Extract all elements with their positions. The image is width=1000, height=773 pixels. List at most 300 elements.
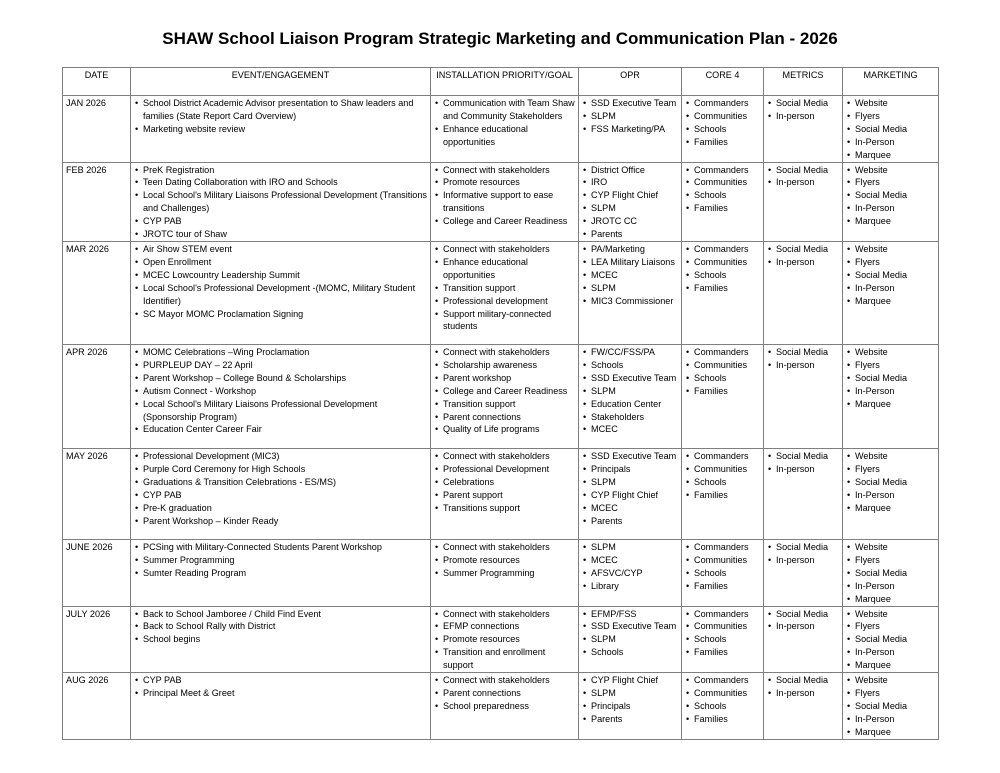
header-installation: INSTALLATION PRIORITY/GOAL bbox=[431, 68, 579, 96]
goals-cell bbox=[431, 162, 579, 241]
core-cell bbox=[682, 539, 764, 606]
marketing-item: • In-Person bbox=[846, 385, 935, 398]
core-item: • Schools bbox=[685, 269, 760, 282]
goal-item: • Communication with Team Shaw and Community Stakeholders bbox=[434, 97, 575, 123]
date-cell: MAR 2026 bbox=[63, 241, 131, 344]
opr-item: • FW/CC/FSS/PA bbox=[582, 346, 678, 359]
opr-cell bbox=[579, 344, 682, 448]
goals-cell bbox=[431, 606, 579, 673]
events-list bbox=[134, 346, 427, 436]
goals-list bbox=[434, 243, 575, 333]
goal-item: • Connect with stakeholders bbox=[434, 243, 575, 256]
opr-item: • IRO bbox=[582, 176, 678, 189]
goal-item: • Connect with stakeholders bbox=[434, 346, 575, 359]
opr-item: • Education Center bbox=[582, 398, 678, 411]
marketing-item: • Marquee bbox=[846, 295, 935, 308]
goal-item: • Professional Development bbox=[434, 463, 575, 476]
metrics-item: • In-person bbox=[767, 687, 839, 700]
marketing-item: • In-Person bbox=[846, 282, 935, 295]
metrics-list bbox=[767, 608, 839, 634]
core-list bbox=[685, 243, 760, 295]
metrics-item: • In-person bbox=[767, 554, 839, 567]
marketing-item: • Social Media bbox=[846, 269, 935, 282]
goal-item: • Informative support to ease transitions bbox=[434, 189, 575, 215]
goals-cell bbox=[431, 673, 579, 740]
core-item: • Families bbox=[685, 646, 760, 659]
table-row bbox=[63, 344, 939, 448]
opr-item: • Schools bbox=[582, 646, 678, 659]
marketing-item: • Website bbox=[846, 97, 935, 110]
opr-cell bbox=[579, 162, 682, 241]
metrics-list bbox=[767, 674, 839, 700]
marketing-item: • Flyers bbox=[846, 620, 935, 633]
core-item: • Communities bbox=[685, 554, 760, 567]
date-cell: JUNE 2026 bbox=[63, 539, 131, 606]
opr-cell bbox=[579, 96, 682, 163]
opr-item: • JROTC CC bbox=[582, 215, 678, 228]
goals-list bbox=[434, 97, 575, 149]
metrics-item: • Social Media bbox=[767, 608, 839, 621]
opr-item: • SLPM bbox=[582, 282, 678, 295]
core-cell bbox=[682, 606, 764, 673]
goal-item: • Parent workshop bbox=[434, 372, 575, 385]
events-cell bbox=[131, 448, 431, 539]
marketing-list bbox=[846, 243, 935, 308]
marketing-list bbox=[846, 346, 935, 411]
event-item: • Professional Development (MIC3) bbox=[134, 450, 427, 463]
marketing-item: • Marquee bbox=[846, 149, 935, 162]
event-item: • Marketing website review bbox=[134, 123, 427, 136]
core-item: • Communities bbox=[685, 359, 760, 372]
event-item: • Local School's Military Liaisons Professional Development (Sponsorship Program) bbox=[134, 398, 427, 424]
opr-cell bbox=[579, 539, 682, 606]
metrics-cell bbox=[764, 162, 843, 241]
goal-item: • Connect with stakeholders bbox=[434, 541, 575, 554]
header-metrics: METRICS bbox=[764, 68, 843, 96]
core-item: • Families bbox=[685, 202, 760, 215]
metrics-item: • In-person bbox=[767, 176, 839, 189]
marketing-item: • Marquee bbox=[846, 502, 935, 515]
metrics-cell bbox=[764, 344, 843, 448]
goal-item: • Enhance educational opportunities bbox=[434, 123, 575, 149]
events-list bbox=[134, 541, 427, 580]
metrics-list bbox=[767, 541, 839, 567]
metrics-list bbox=[767, 450, 839, 476]
events-cell bbox=[131, 673, 431, 740]
core-item: • Commanders bbox=[685, 450, 760, 463]
table-row bbox=[63, 606, 939, 673]
core-list bbox=[685, 164, 760, 216]
opr-item: • CYP Flight Chief bbox=[582, 489, 678, 502]
opr-item: • Parents bbox=[582, 713, 678, 726]
events-list bbox=[134, 608, 427, 647]
core-item: • Schools bbox=[685, 476, 760, 489]
core-item: • Commanders bbox=[685, 541, 760, 554]
header-event: EVENT/ENGAGEMENT bbox=[131, 68, 431, 96]
core-item: • Communities bbox=[685, 620, 760, 633]
goal-item: • Celebrations bbox=[434, 476, 575, 489]
marketing-item: • In-Person bbox=[846, 646, 935, 659]
date-cell: FEB 2026 bbox=[63, 162, 131, 241]
date-cell: JAN 2026 bbox=[63, 96, 131, 163]
goal-item: • EFMP connections bbox=[434, 620, 575, 633]
marketing-item: • Flyers bbox=[846, 359, 935, 372]
event-item: • Sumter Reading Program bbox=[134, 567, 427, 580]
goal-item: • Transitions support bbox=[434, 502, 575, 515]
marketing-item: • Website bbox=[846, 674, 935, 687]
goals-list bbox=[434, 450, 575, 515]
marketing-item: • In-Person bbox=[846, 713, 935, 726]
goals-cell bbox=[431, 344, 579, 448]
events-list bbox=[134, 243, 427, 320]
opr-item: • MCEC bbox=[582, 502, 678, 515]
goal-item: • Connect with stakeholders bbox=[434, 608, 575, 621]
plan-table bbox=[62, 67, 939, 740]
goals-cell bbox=[431, 96, 579, 163]
metrics-list bbox=[767, 97, 839, 123]
opr-item: • SLPM bbox=[582, 110, 678, 123]
metrics-cell bbox=[764, 448, 843, 539]
opr-list bbox=[582, 450, 678, 527]
metrics-cell bbox=[764, 673, 843, 740]
opr-item: • PA/Marketing bbox=[582, 243, 678, 256]
opr-item: • MIC3 Commissioner bbox=[582, 295, 678, 308]
goal-item: • Connect with stakeholders bbox=[434, 674, 575, 687]
goal-item: • Connect with stakeholders bbox=[434, 450, 575, 463]
metrics-list bbox=[767, 243, 839, 269]
events-cell bbox=[131, 344, 431, 448]
event-item: • SC Mayor MOMC Proclamation Signing bbox=[134, 308, 427, 321]
event-item: • School District Academic Advisor presentation to Shaw leaders and families (State Report Card Overview) bbox=[134, 97, 427, 123]
opr-cell bbox=[579, 673, 682, 740]
marketing-list bbox=[846, 608, 935, 673]
marketing-list bbox=[846, 674, 935, 739]
table-row bbox=[63, 162, 939, 241]
goals-cell bbox=[431, 539, 579, 606]
opr-item: • SLPM bbox=[582, 541, 678, 554]
event-item: • Graduations & Transition Celebrations - ES/MS) bbox=[134, 476, 427, 489]
event-item: • Teen Dating Collaboration with IRO and Schools bbox=[134, 176, 427, 189]
events-cell bbox=[131, 539, 431, 606]
marketing-item: • Marquee bbox=[846, 398, 935, 411]
opr-item: • Parents bbox=[582, 515, 678, 528]
date-cell: AUG 2026 bbox=[63, 673, 131, 740]
opr-item: • District Office bbox=[582, 164, 678, 177]
opr-item: • SLPM bbox=[582, 385, 678, 398]
opr-item: • AFSVC/CYP bbox=[582, 567, 678, 580]
table-row bbox=[63, 96, 939, 163]
opr-cell bbox=[579, 448, 682, 539]
event-item: • Summer Programming bbox=[134, 554, 427, 567]
metrics-item: • Social Media bbox=[767, 450, 839, 463]
date-cell: MAY 2026 bbox=[63, 448, 131, 539]
goals-list bbox=[434, 346, 575, 436]
goal-item: • Promote resources bbox=[434, 554, 575, 567]
marketing-item: • Website bbox=[846, 243, 935, 256]
events-list bbox=[134, 674, 427, 700]
metrics-cell bbox=[764, 606, 843, 673]
core-item: • Families bbox=[685, 713, 760, 726]
marketing-list bbox=[846, 164, 935, 229]
opr-list bbox=[582, 346, 678, 436]
metrics-item: • Social Media bbox=[767, 346, 839, 359]
core-item: • Communities bbox=[685, 176, 760, 189]
goals-cell bbox=[431, 241, 579, 344]
goal-item: • Transition support bbox=[434, 282, 575, 295]
opr-list bbox=[582, 243, 678, 308]
marketing-item: • Social Media bbox=[846, 567, 935, 580]
core-item: • Commanders bbox=[685, 346, 760, 359]
opr-item: • MCEC bbox=[582, 423, 678, 436]
event-item: • Parent Workshop – College Bound & Scholarships bbox=[134, 372, 427, 385]
core-list bbox=[685, 97, 760, 149]
goal-item: • Support military-connected students bbox=[434, 308, 575, 334]
event-item: • Back to School Jamboree / Child Find Event bbox=[134, 608, 427, 621]
event-item: • CYP PAB bbox=[134, 215, 427, 228]
opr-list bbox=[582, 164, 678, 241]
opr-cell bbox=[579, 241, 682, 344]
header-marketing: MARKETING bbox=[843, 68, 939, 96]
header-opr: OPR bbox=[579, 68, 682, 96]
metrics-item: • Social Media bbox=[767, 164, 839, 177]
goal-item: • Promote resources bbox=[434, 176, 575, 189]
event-item: • Parent Workshop – Kinder Ready bbox=[134, 515, 427, 528]
opr-item: • SSD Executive Team bbox=[582, 620, 678, 633]
marketing-item: • Marquee bbox=[846, 659, 935, 672]
metrics-list bbox=[767, 164, 839, 190]
metrics-item: • Social Media bbox=[767, 243, 839, 256]
marketing-item: • Social Media bbox=[846, 476, 935, 489]
opr-item: • SSD Executive Team bbox=[582, 97, 678, 110]
opr-list bbox=[582, 608, 678, 660]
event-item: • School begins bbox=[134, 633, 427, 646]
events-cell bbox=[131, 162, 431, 241]
metrics-item: • In-person bbox=[767, 359, 839, 372]
metrics-cell bbox=[764, 539, 843, 606]
core-cell bbox=[682, 673, 764, 740]
table-row bbox=[63, 539, 939, 606]
marketing-item: • Social Media bbox=[846, 700, 935, 713]
marketing-item: • Marquee bbox=[846, 593, 935, 606]
marketing-item: • Website bbox=[846, 541, 935, 554]
goals-list bbox=[434, 608, 575, 673]
marketing-item: • In-Person bbox=[846, 136, 935, 149]
core-item: • Families bbox=[685, 282, 760, 295]
marketing-item: • Flyers bbox=[846, 110, 935, 123]
metrics-item: • Social Media bbox=[767, 674, 839, 687]
marketing-cell bbox=[843, 606, 939, 673]
event-item: • Education Center Career Fair bbox=[134, 423, 427, 436]
opr-item: • SLPM bbox=[582, 202, 678, 215]
page-title: SHAW School Liaison Program Strategic Marketing and Communication Plan - 2026 bbox=[162, 29, 838, 48]
core-list bbox=[685, 608, 760, 660]
opr-item: • SLPM bbox=[582, 633, 678, 646]
core-item: • Schools bbox=[685, 189, 760, 202]
opr-item: • Principals bbox=[582, 700, 678, 713]
core-cell bbox=[682, 162, 764, 241]
core-item: • Communities bbox=[685, 463, 760, 476]
opr-item: • FSS Marketing/PA bbox=[582, 123, 678, 136]
opr-list bbox=[582, 674, 678, 726]
marketing-item: • Social Media bbox=[846, 372, 935, 385]
event-item: • MCEC Lowcountry Leadership Summit bbox=[134, 269, 427, 282]
core-item: • Communities bbox=[685, 687, 760, 700]
marketing-cell bbox=[843, 448, 939, 539]
opr-item: • Schools bbox=[582, 359, 678, 372]
opr-item: • SSD Executive Team bbox=[582, 450, 678, 463]
goal-item: • Enhance educational opportunities bbox=[434, 256, 575, 282]
core-item: • Schools bbox=[685, 372, 760, 385]
marketing-item: • Flyers bbox=[846, 256, 935, 269]
event-item: • Open Enrollment bbox=[134, 256, 427, 269]
goal-item: • College and Career Readiness bbox=[434, 385, 575, 398]
events-list bbox=[134, 97, 427, 136]
marketing-item: • Website bbox=[846, 450, 935, 463]
marketing-item: • Flyers bbox=[846, 687, 935, 700]
opr-item: • EFMP/FSS bbox=[582, 608, 678, 621]
marketing-item: • Flyers bbox=[846, 463, 935, 476]
opr-item: • CYP Flight Chief bbox=[582, 674, 678, 687]
core-list bbox=[685, 674, 760, 726]
marketing-item: • Flyers bbox=[846, 176, 935, 189]
marketing-item: • Social Media bbox=[846, 189, 935, 202]
events-cell bbox=[131, 96, 431, 163]
event-item: • Back to School Rally with District bbox=[134, 620, 427, 633]
event-item: • Pre-K graduation bbox=[134, 502, 427, 515]
metrics-item: • Social Media bbox=[767, 97, 839, 110]
marketing-list bbox=[846, 541, 935, 606]
event-item: • CYP PAB bbox=[134, 489, 427, 502]
core-item: • Commanders bbox=[685, 608, 760, 621]
event-item: • MOMC Celebrations –Wing Proclamation bbox=[134, 346, 427, 359]
marketing-item: • Social Media bbox=[846, 123, 935, 136]
events-cell bbox=[131, 241, 431, 344]
core-item: • Communities bbox=[685, 256, 760, 269]
goal-item: • Transition support bbox=[434, 398, 575, 411]
marketing-cell bbox=[843, 539, 939, 606]
goal-item: • Promote resources bbox=[434, 633, 575, 646]
metrics-cell bbox=[764, 241, 843, 344]
metrics-list bbox=[767, 346, 839, 372]
core-item: • Communities bbox=[685, 110, 760, 123]
table-row bbox=[63, 241, 939, 344]
goal-item: • Transition and enrollment support bbox=[434, 646, 575, 672]
marketing-item: • Marquee bbox=[846, 215, 935, 228]
event-item: • PreK Registration bbox=[134, 164, 427, 177]
core-list bbox=[685, 541, 760, 593]
marketing-item: • In-Person bbox=[846, 489, 935, 502]
event-item: • Principal Meet & Greet bbox=[134, 687, 427, 700]
date-cell: APR 2026 bbox=[63, 344, 131, 448]
header-date: DATE bbox=[63, 68, 131, 96]
core-item: • Families bbox=[685, 385, 760, 398]
opr-item: • LEA Military Liaisons bbox=[582, 256, 678, 269]
opr-item: • Stakeholders bbox=[582, 411, 678, 424]
opr-item: • SLPM bbox=[582, 687, 678, 700]
opr-cell bbox=[579, 606, 682, 673]
marketing-cell bbox=[843, 96, 939, 163]
core-cell bbox=[682, 96, 764, 163]
goal-item: • Parent support bbox=[434, 489, 575, 502]
table-row bbox=[63, 448, 939, 539]
goal-item: • School preparedness bbox=[434, 700, 575, 713]
event-item: • CYP PAB bbox=[134, 674, 427, 687]
core-cell bbox=[682, 344, 764, 448]
core-item: • Commanders bbox=[685, 164, 760, 177]
goal-item: • College and Career Readiness bbox=[434, 215, 575, 228]
marketing-item: • Website bbox=[846, 608, 935, 621]
date-cell: JULY 2026 bbox=[63, 606, 131, 673]
goal-item: • Parent connections bbox=[434, 411, 575, 424]
opr-item: • Library bbox=[582, 580, 678, 593]
event-item: • Local School's Professional Development -(MOMC, Military Student Identifier) bbox=[134, 282, 427, 308]
opr-list bbox=[582, 97, 678, 136]
goals-list bbox=[434, 164, 575, 229]
core-item: • Commanders bbox=[685, 243, 760, 256]
core-item: • Schools bbox=[685, 123, 760, 136]
opr-item: • MCEC bbox=[582, 269, 678, 282]
opr-list bbox=[582, 541, 678, 593]
opr-item: • Parents bbox=[582, 228, 678, 241]
core-list bbox=[685, 346, 760, 398]
event-item: • Air Show STEM event bbox=[134, 243, 427, 256]
marketing-list bbox=[846, 97, 935, 162]
marketing-cell bbox=[843, 241, 939, 344]
metrics-item: • In-person bbox=[767, 463, 839, 476]
header-core: CORE 4 bbox=[682, 68, 764, 96]
marketing-cell bbox=[843, 162, 939, 241]
metrics-cell bbox=[764, 96, 843, 163]
goal-item: • Parent connections bbox=[434, 687, 575, 700]
opr-item: • CYP Flight Chief bbox=[582, 189, 678, 202]
metrics-item: • In-person bbox=[767, 256, 839, 269]
core-item: • Schools bbox=[685, 700, 760, 713]
marketing-cell bbox=[843, 673, 939, 740]
goal-item: • Quality of Life programs bbox=[434, 423, 575, 436]
core-item: • Families bbox=[685, 489, 760, 502]
metrics-item: • Social Media bbox=[767, 541, 839, 554]
goal-item: • Scholarship awareness bbox=[434, 359, 575, 372]
goals-cell bbox=[431, 448, 579, 539]
event-item: • PURPLEUP DAY – 22 April bbox=[134, 359, 427, 372]
event-item: • Autism Connect - Workshop bbox=[134, 385, 427, 398]
header-row bbox=[63, 68, 939, 96]
marketing-list bbox=[846, 450, 935, 515]
goal-item: • Summer Programming bbox=[434, 567, 575, 580]
marketing-cell bbox=[843, 344, 939, 448]
core-list bbox=[685, 450, 760, 502]
opr-item: • SSD Executive Team bbox=[582, 372, 678, 385]
core-item: • Families bbox=[685, 580, 760, 593]
core-item: • Commanders bbox=[685, 674, 760, 687]
metrics-item: • In-person bbox=[767, 110, 839, 123]
events-list bbox=[134, 164, 427, 241]
goals-list bbox=[434, 541, 575, 580]
opr-item: • MCEC bbox=[582, 554, 678, 567]
event-item: • PCSing with Military-Connected Students Parent Workshop bbox=[134, 541, 427, 554]
core-item: • Schools bbox=[685, 567, 760, 580]
goal-item: • Connect with stakeholders bbox=[434, 164, 575, 177]
marketing-item: • Marquee bbox=[846, 726, 935, 739]
marketing-item: • In-Person bbox=[846, 580, 935, 593]
events-cell bbox=[131, 606, 431, 673]
marketing-item: • Website bbox=[846, 164, 935, 177]
marketing-item: • Flyers bbox=[846, 554, 935, 567]
event-item: • JROTC tour of Shaw bbox=[134, 228, 427, 241]
core-item: • Families bbox=[685, 136, 760, 149]
metrics-item: • In-person bbox=[767, 620, 839, 633]
event-item: • Local School's Military Liaisons Professional Development (Transitions and Challenges) bbox=[134, 189, 427, 215]
